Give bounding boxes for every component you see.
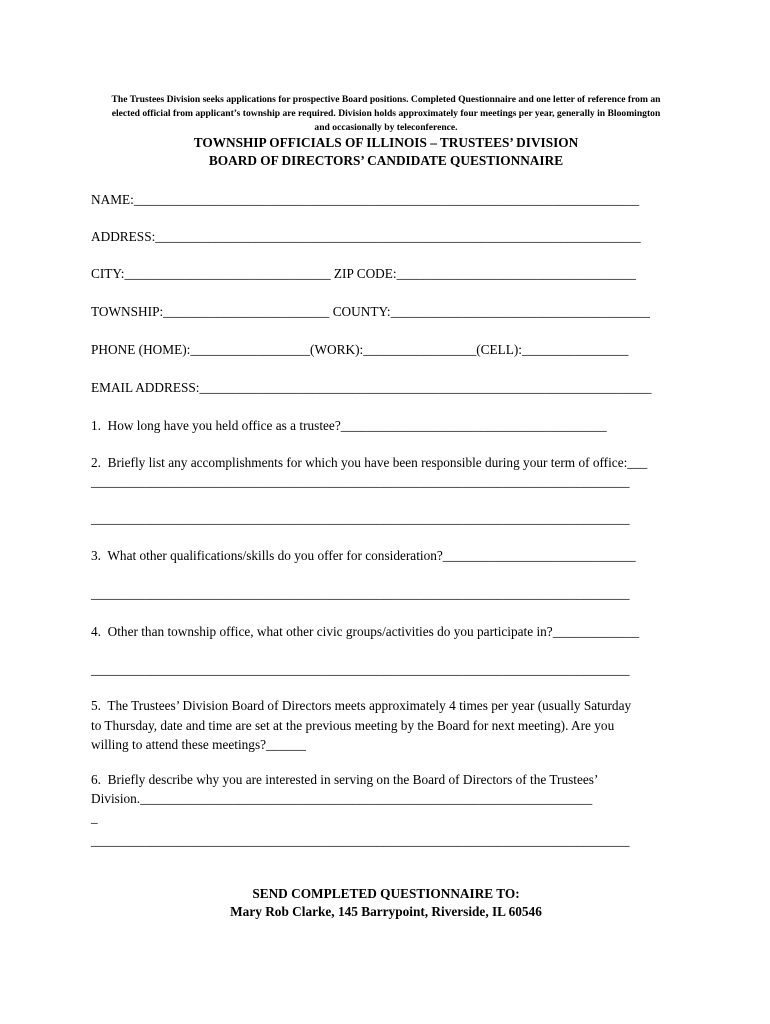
question-2[interactable]: 2. Briefly list any accomplishments for which you have been responsible during your term of office:___ [91, 455, 648, 470]
answer-line[interactable]: _________________________________________________________________________________ [91, 474, 630, 489]
question-5-line-2: to Thursday, date and time are set at the previous meeting by the Board for next meeting). Are you [91, 718, 615, 733]
footer-address: Mary Rob Clarke, 145 Barrypoint, Riverside, IL 60546 [230, 904, 542, 919]
intro-line-3: and occasionally by teleconference. [314, 122, 458, 133]
phone-field[interactable]: PHONE (HOME):__________________(WORK):_________________(CELL):________________ [91, 342, 629, 357]
township-county-field[interactable]: TOWNSHIP:_________________________ COUNTY:_______________________________________ [91, 304, 650, 319]
form-title [86, 134, 686, 170]
answer-line[interactable]: _________________________________________________________________________________ [91, 586, 630, 601]
answer-line[interactable]: _________________________________________________________________________________ [91, 662, 630, 677]
answer-line[interactable]: _________________________________________________________________________________ [91, 833, 630, 848]
mailing-instructions [86, 885, 686, 921]
question-5-line-3[interactable]: willing to attend these meetings?______ [91, 737, 306, 752]
question-5-line-1: 5. The Trustees’ Division Board of Directors meets approximately 4 times per year (usually Saturday [91, 698, 632, 713]
question-4[interactable]: 4. Other than township office, what other civic groups/activities do you participate in?_____________ [91, 624, 640, 639]
intro-line-2: elected official from applicant’s township are required. Division holds approximately four meetings per year, generally in Bloomington [111, 108, 661, 119]
intro-line-1: The Trustees Division seeks applications for prospective Board positions. Completed Questionnaire and one letter of reference from an [111, 94, 661, 105]
question-6-line-2[interactable]: Division.____________________________________________________________________ [91, 791, 593, 806]
title-line-1: TOWNSHIP OFFICIALS OF ILLINOIS – TRUSTEES’ DIVISION [193, 135, 579, 150]
answer-line[interactable]: _________________________________________________________________________________ [91, 511, 630, 526]
question-3[interactable]: 3. What other qualifications/skills do you offer for consideration?_____________________________ [91, 548, 636, 563]
city-zip-field[interactable]: CITY:_______________________________ ZIP CODE:____________________________________ [91, 266, 636, 281]
email-field[interactable]: EMAIL ADDRESS:____________________________________________________________________ [91, 380, 652, 395]
footer-line-1: SEND COMPLETED QUESTIONNAIRE TO: [252, 886, 520, 901]
intro-paragraph [86, 93, 686, 135]
name-field[interactable]: NAME:____________________________________________________________________________ [91, 192, 640, 207]
question-6-dash: _ [91, 810, 98, 825]
address-field[interactable]: ADDRESS:_________________________________________________________________________ [91, 229, 641, 244]
title-line-2: BOARD OF DIRECTORS’ CANDIDATE QUESTIONNAIRE [208, 153, 564, 168]
question-6-line-1: 6. Briefly describe why you are interested in serving on the Board of Directors of the Trustees’ [91, 772, 599, 787]
question-1[interactable]: 1. How long have you held office as a trustee?________________________________________ [91, 418, 607, 433]
